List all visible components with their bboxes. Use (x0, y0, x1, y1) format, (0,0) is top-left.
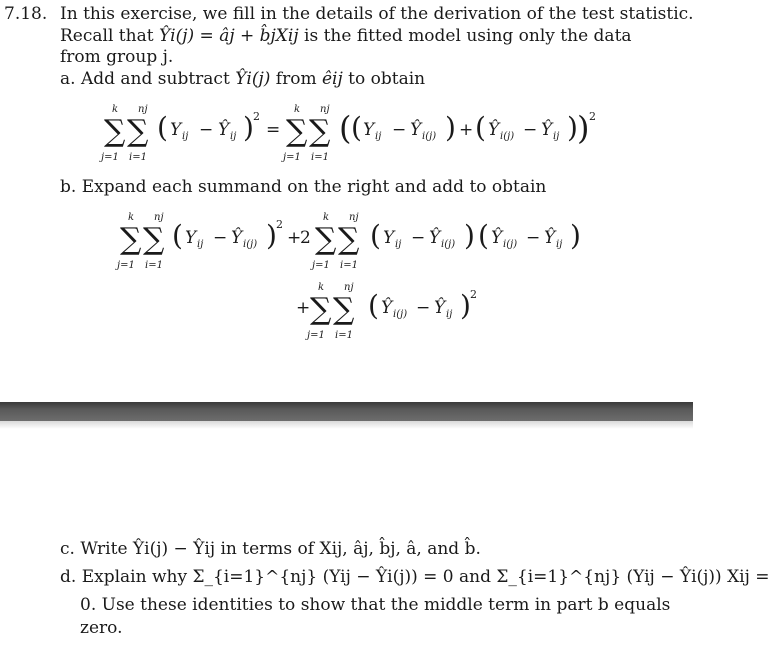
sum-upper-nj: nj (320, 104, 330, 115)
exponent-2: 2 (276, 218, 283, 231)
svg-text:(: ( (172, 219, 183, 252)
part-d-line1 (60, 566, 770, 588)
subscript-ij-paren: i(j) (500, 131, 515, 142)
minus-sign: − (392, 120, 407, 140)
term-Yhat: Ŷ (544, 228, 556, 248)
sum-upper-k: k (323, 212, 330, 223)
part-b-text (60, 176, 546, 198)
exercise-intro-line1: In this exercise, we fill in the details of the derivation of the test statistic. (60, 4, 694, 24)
sum-lower-j: j=1 (117, 260, 135, 271)
sum-lower-i: i=1 (311, 152, 329, 163)
exercise-number: 7.18. (4, 4, 48, 24)
subscript-ij: ij (182, 131, 189, 142)
term-Yhat: Ŷ (218, 120, 230, 140)
part-a-formula-piece: Ŷi(j) (235, 69, 271, 89)
svg-text:): ) (460, 289, 471, 322)
svg-text:(: ( (370, 219, 381, 252)
part-b-equation-line1 (112, 206, 592, 278)
sum-upper-nj: nj (138, 104, 148, 115)
svg-text:): ) (266, 219, 277, 252)
plus-sign: + (459, 120, 474, 140)
part-d-label: d. (60, 567, 77, 587)
subscript-ij: ij (556, 239, 563, 250)
exercise-intro-line3: from group j. (60, 47, 174, 67)
coefficient-2: 2 (300, 228, 311, 248)
sum-upper-nj: nj (349, 212, 359, 223)
sum-upper-nj: nj (344, 282, 354, 293)
svg-text:): ) (567, 111, 578, 144)
subscript-ij: ij (197, 239, 204, 250)
sum-symbol: ∑ (104, 114, 126, 149)
sum-symbol: ∑ (127, 114, 149, 149)
term-Yhat: Ŷ (541, 120, 553, 140)
svg-text:(: ( (339, 109, 352, 147)
sum-lower-j: j=1 (283, 152, 301, 163)
term-Yhat: Ŷ (491, 228, 503, 248)
subscript-ij: ij (230, 131, 237, 142)
plus-sign: + (296, 298, 311, 318)
sum-upper-k: k (294, 104, 301, 115)
svg-text:(: ( (478, 219, 489, 252)
svg-text:): ) (570, 219, 581, 252)
term-Y: Y (363, 120, 375, 140)
part-c-label: c. (60, 539, 75, 559)
exponent-2: 2 (253, 110, 260, 123)
svg-text:(: ( (368, 289, 379, 322)
sum-symbol: ∑ (120, 222, 142, 257)
sum-lower-i: i=1 (340, 260, 358, 271)
subscript-ij: ij (446, 309, 453, 320)
term-Yhat: Ŷ (410, 120, 422, 140)
sum-symbol: ∑ (338, 222, 360, 257)
intro-line2-formula: Ŷi(j) = âj + b̂jXij (158, 26, 299, 46)
exercise-intro-line2 (60, 25, 632, 47)
part-d-line2: 0. Use these identities to show that the middle term in part b equals (80, 595, 671, 615)
subscript-ij-paren: i(j) (503, 239, 518, 250)
svg-text:(: ( (157, 111, 168, 144)
minus-sign: − (416, 298, 431, 318)
sum-lower-j: j=1 (101, 152, 119, 163)
subscript-ij: ij (553, 131, 560, 142)
sum-symbol: ∑ (286, 114, 308, 149)
subscript-ij: ij (395, 239, 402, 250)
part-a-text (60, 68, 425, 90)
part-c-body: Write Ŷi(j) − Ŷij in terms of Xij, âj, b̂j, â, and b̂. (80, 539, 481, 559)
part-b-body: Expand each summand on the right and add to obtain (81, 177, 547, 197)
term-Y: Y (185, 228, 197, 248)
svg-text:): ) (445, 111, 456, 144)
term-Yhat: Ŷ (429, 228, 441, 248)
exponent-2: 2 (470, 288, 477, 301)
part-d-line1-body: Explain why Σ_{i=1}^{nj} (Yij − Ŷi(j)) = 0 and Σ_{i=1}^{nj} (Yij − Ŷi(j)) Xij = (81, 567, 770, 587)
intro-line2-prefix: Recall that (60, 26, 154, 46)
term-Y: Y (383, 228, 395, 248)
part-a-formula-piece2: êij (321, 69, 343, 89)
sum-symbol: ∑ (315, 222, 337, 257)
subscript-ij-paren: i(j) (243, 239, 258, 250)
part-d-line3: zero. (80, 618, 123, 638)
sum-upper-nj: nj (154, 212, 164, 223)
term-Y: Y (170, 120, 182, 140)
page-break-shadow (0, 421, 693, 429)
exponent-2: 2 (589, 110, 596, 123)
sum-lower-j: j=1 (307, 330, 325, 341)
part-a-mid: from (275, 69, 317, 89)
term-Yhat: Ŷ (488, 120, 500, 140)
sum-lower-i: i=1 (335, 330, 353, 341)
svg-text:): ) (464, 219, 475, 252)
subscript-ij-paren: i(j) (422, 131, 437, 142)
svg-text:): ) (577, 109, 590, 147)
part-b-label: b. (60, 177, 77, 197)
term-Yhat: Ŷ (434, 298, 446, 318)
part-a-prefix: Add and subtract (80, 69, 230, 89)
svg-text:): ) (243, 111, 254, 144)
minus-sign: − (526, 228, 541, 248)
minus-sign: − (523, 120, 538, 140)
svg-text:(: ( (351, 111, 362, 144)
sum-upper-k: k (112, 104, 119, 115)
term-Yhat: Ŷ (231, 228, 243, 248)
part-a-suffix: to obtain (348, 69, 426, 89)
part-c-text (60, 538, 481, 560)
part-b-equation-line2 (296, 276, 526, 348)
subscript-ij: ij (375, 131, 382, 142)
sum-symbol: ∑ (143, 222, 165, 257)
subscript-ij-paren: i(j) (441, 239, 456, 250)
plus-sign: + (287, 228, 302, 248)
minus-sign: − (411, 228, 426, 248)
equals-sign: = (266, 120, 281, 140)
minus-sign: − (213, 228, 228, 248)
sum-upper-k: k (128, 212, 135, 223)
intro-line2-suffix: is the fitted model using only the data (304, 26, 632, 46)
sum-symbol: ∑ (333, 292, 355, 327)
sum-lower-i: i=1 (129, 152, 147, 163)
svg-text:(: ( (475, 111, 486, 144)
subscript-ij-paren: i(j) (393, 309, 408, 320)
term-Yhat: Ŷ (381, 298, 393, 318)
part-a-equation (95, 98, 655, 172)
minus-sign: − (199, 120, 214, 140)
sum-lower-j: j=1 (312, 260, 330, 271)
sum-symbol: ∑ (310, 292, 332, 327)
sum-lower-i: i=1 (145, 260, 163, 271)
part-a-label: a. (60, 69, 76, 89)
sum-upper-k: k (318, 282, 325, 293)
sum-symbol: ∑ (309, 114, 331, 149)
page-break-divider (0, 402, 693, 421)
